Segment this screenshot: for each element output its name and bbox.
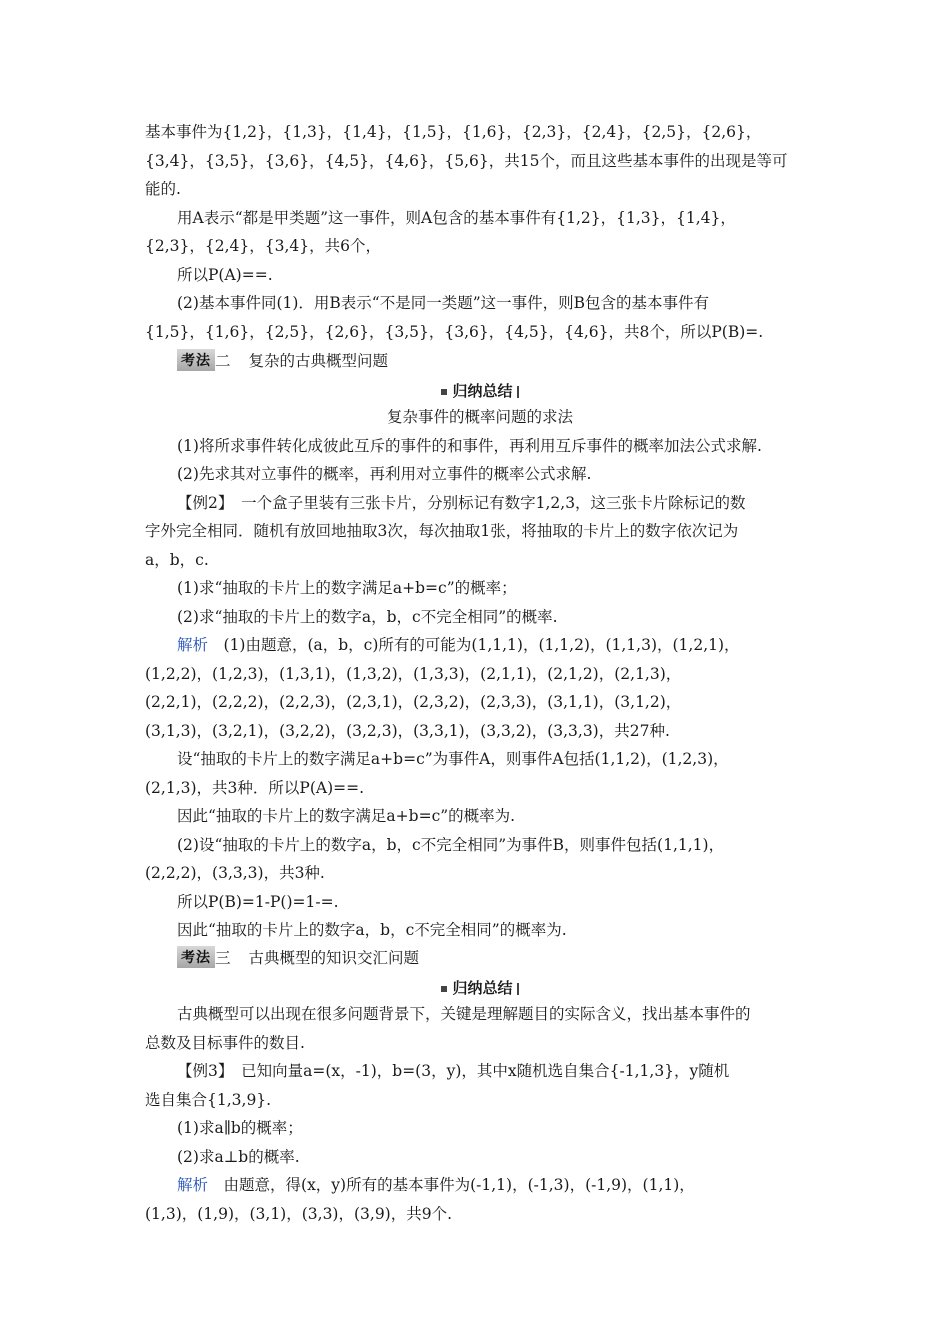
text-line: 选自集合{1,3,9}. — [145, 1091, 272, 1109]
solution-label: 解析 — [177, 636, 209, 654]
text-line: 设“抽取的卡片上的数字满足a+b=c”为事件A，则事件A包括(1,1,2)，(1,2,3)， — [177, 750, 729, 768]
text-line: 古典概型可以出现在很多问题背景下，关键是理解题目的实际含义，找出基本事件的 — [177, 1005, 751, 1023]
text-line: 因此“抽取的卡片上的数字满足a+b=c”的概率为. — [177, 807, 516, 825]
solution-label: 解析 — [177, 1176, 209, 1194]
text-line: 因此“抽取的卡片上的数字a，b，c不完全相同”的概率为. — [177, 921, 567, 939]
summary-label-text: 归纳总结 — [452, 382, 513, 400]
text-line: (2,2,2)，(3,3,3)，共3种. — [145, 864, 325, 882]
solution-text: 由题意，得(x，y)所有的基本事件为(-1,1)，(-1,3)，(-1,9)，(1,1)， — [208, 1176, 695, 1194]
kaofa-number: 二 — [215, 352, 231, 370]
text-line: (2)求“抽取的卡片上的数字a，b，c不完全相同”的概率. — [177, 608, 558, 626]
text-line: (2)设“抽取的卡片上的数字a，b，c不完全相同”为事件B，则事件包括(1,1,1)， — [177, 836, 725, 854]
example-line: 【例3】 已知向量a=(x，-1)，b=(3，y)，其中x随机选自集合{-1,1,3}，y随机 — [177, 1062, 730, 1080]
solution-line — [177, 635, 847, 655]
text-line: (1,3)，(1,9)，(3,1)，(3,3)，(3,9)，共9个. — [145, 1205, 453, 1223]
text-line: {1,5}，{1,6}，{2,5}，{2,6}，{3,5}，{3,6}，{4,5}，{4,6}，共8个，所以P(B)=. — [145, 323, 764, 341]
text-line: 字外完全相同．随机有放回地抽取3次，每次抽取1张，将抽取的卡片上的数字依次记为 — [145, 522, 739, 540]
bar-divider-icon — [517, 386, 519, 398]
square-bullet-icon — [441, 986, 447, 992]
text-line: (2)先求其对立事件的概率，再利用对立事件的概率公式求解. — [177, 465, 592, 483]
text-line: (1,2,2)，(1,2,3)，(1,3,1)，(1,3,2)，(1,3,3)，(2,1,1)，(2,1,2)，(2,1,3)， — [145, 665, 682, 683]
text-line: (1)将所求事件转化成彼此互斥的事件的和事件，再利用互斥事件的概率加法公式求解. — [177, 437, 762, 455]
kaofa-badge: 考法 — [177, 946, 215, 968]
kaofa-title: 古典概型的知识交汇问题 — [248, 949, 420, 967]
solution-text: (1)由题意，(a，b，c)所有的可能为(1,1,1)，(1,1,2)，(1,1,3)，(1,2,1)， — [208, 636, 740, 654]
kaofa-title: 复杂的古典概型问题 — [248, 352, 389, 370]
text-line: {2,3}，{2,4}，{3,4}，共6个， — [145, 237, 381, 255]
text-line: 能的. — [145, 180, 181, 198]
solution-line — [177, 1175, 847, 1195]
kaofa-number: 三 — [215, 949, 231, 967]
summary-label-text: 归纳总结 — [452, 979, 513, 997]
summary-label — [145, 977, 815, 998]
text-line: 用A表示“都是甲类题”这一事件，则A包含的基本事件有{1,2}，{1,3}，{1,4}， — [177, 209, 736, 227]
square-bullet-icon — [441, 389, 447, 395]
summary-label — [145, 380, 815, 401]
text-line: (3,1,3)，(3,2,1)，(3,2,2)，(3,2,3)，(3,3,1)，(3,3,2)，(3,3,3)，共27种. — [145, 722, 670, 740]
section-subtitle: 复杂事件的概率问题的求法 — [386, 408, 573, 426]
text-line: (2,1,3)，共3种．所以P(A)==. — [145, 779, 365, 797]
kaofa-heading — [177, 349, 388, 371]
bar-divider-icon — [517, 983, 519, 995]
text-line: 基本事件为{1,2}，{1,3}，{1,4}，{1,5}，{1,6}，{2,3}，{2,4}，{2,5}，{2,6}， — [145, 123, 762, 141]
example-line: 【例2】 一个盒子里装有三张卡片，分别标记有数字1,2,3，这三张卡片除标记的数 — [177, 494, 746, 512]
kaofa-badge: 考法 — [177, 349, 215, 371]
text-line: {3,4}，{3,5}，{3,6}，{4,5}，{4,6}，{5,6}，共15个，而且这些基本事件的出现是等可 — [145, 152, 788, 170]
text-line: (2,2,1)，(2,2,2)，(2,2,3)，(2,3,1)，(2,3,2)，(2,3,3)，(3,1,1)，(3,1,2)， — [145, 693, 682, 711]
text-line: 总数及目标事件的数目. — [145, 1034, 305, 1052]
text-line: 所以P(B)=1-P()=1-=. — [177, 893, 339, 911]
text-line: 所以P(A)==. — [177, 266, 273, 284]
kaofa-heading — [177, 946, 419, 968]
text-line: a，b，c. — [145, 551, 209, 569]
text-line: (1)求a∥b的概率； — [177, 1119, 303, 1137]
text-line: (2)基本事件同(1)．用B表示“不是同一类题”这一事件，则B包含的基本事件有 — [177, 294, 710, 312]
text-line: (1)求“抽取的卡片上的数字满足a+b=c”的概率； — [177, 579, 517, 597]
text-line: (2)求a⊥b的概率. — [177, 1148, 300, 1166]
